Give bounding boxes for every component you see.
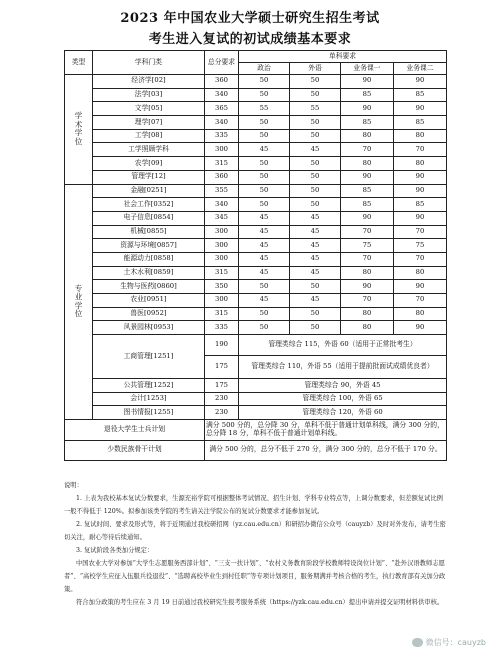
minority-plan-name: 少数民族骨干计划 — [65, 440, 205, 461]
foreign-score-cell: 45 — [290, 239, 341, 253]
course2-score-cell: 80 — [394, 157, 447, 171]
table-row — [65, 307, 447, 321]
single-requirement-note: 管理类综合 115，外语 60（适用于正常批考生） — [239, 335, 447, 356]
total-score-cell: 345 — [205, 211, 239, 225]
politics-score-cell: 50 — [239, 116, 290, 130]
politics-score-cell: 50 — [239, 88, 290, 102]
table-row — [65, 116, 447, 130]
type-academic-char: 术 — [74, 119, 83, 129]
table-row — [65, 266, 447, 280]
type-professional-char: 专 — [74, 283, 83, 293]
type-professional-char: 位 — [74, 309, 83, 319]
discipline-cell: 图书情报[1255] — [93, 406, 205, 420]
politics-score-cell: 50 — [239, 321, 290, 335]
course2-score-cell: 90 — [394, 211, 447, 225]
table-row — [65, 392, 447, 406]
foreign-score-cell: 45 — [290, 225, 341, 239]
table-row — [65, 102, 447, 116]
notes-section — [64, 479, 446, 609]
header-course2: 业务课二 — [394, 63, 447, 75]
total-score-cell: 360 — [205, 75, 239, 89]
total-score-cell: 300 — [205, 239, 239, 253]
total-score-cell: 360 — [205, 170, 239, 184]
header-discipline: 学科门类 — [93, 51, 205, 75]
course2-score-cell: 75 — [394, 239, 447, 253]
single-requirement-note: 管理类综合 100，外语 65 — [239, 392, 447, 406]
foreign-score-cell: 50 — [290, 198, 341, 212]
course2-score-cell: 80 — [394, 129, 447, 143]
course2-score-cell: 90 — [394, 280, 447, 294]
course1-score-cell: 90 — [341, 211, 394, 225]
type-professional-char: 学 — [74, 300, 83, 310]
header-type: 类型 — [65, 51, 93, 75]
foreign-score-cell: 50 — [290, 280, 341, 294]
wechat-icon — [412, 638, 423, 647]
total-score-cell: 230 — [205, 392, 239, 406]
table-row — [65, 406, 447, 420]
total-score-cell: 340 — [205, 116, 239, 130]
single-requirement-note: 管理类综合 110，外语 55（适用于提前批面试成绩优良者） — [239, 356, 447, 379]
discipline-cell: 工商管理[1251] — [93, 335, 205, 379]
header-foreign: 外语 — [290, 63, 341, 75]
course1-score-cell: 70 — [341, 225, 394, 239]
course2-score-cell: 90 — [394, 184, 447, 198]
discipline-cell: 法学[03] — [93, 88, 205, 102]
discipline-cell: 资源与环境[0857] — [93, 239, 205, 253]
header-course1: 业务课一 — [341, 63, 394, 75]
foreign-score-cell: 45 — [290, 294, 341, 308]
foreign-score-cell: 45 — [290, 211, 341, 225]
note-4: 中国农业大学对参加“大学生志愿服务西部计划”、“三支一扶计划”、“农村义务教育阶段学校教师特设岗位计划”、“赴外汉语教师志愿者”、“高校学生应征入伍服兵役退役”、“选聘高校毕业生到村任职”等专项计划项目，服务期满并考核合格的考生，执行教育部有关加分政策。 — [64, 560, 446, 593]
total-score-cell: 190 — [205, 335, 239, 356]
table-row — [65, 252, 447, 266]
table-row — [65, 143, 447, 157]
table-row — [65, 294, 447, 308]
table-row — [65, 157, 447, 171]
table-row — [65, 239, 447, 253]
course1-score-cell: 70 — [341, 294, 394, 308]
course2-score-cell: 90 — [394, 75, 447, 89]
note-1: 1. 上表为我校基本复试分数要求，生源充裕学院可根据整体考试情况、招生计划、学科专业特点等，上调分数要求，但差额复试比例一般不得低于 120%。拟参加该类学院的考生请关注学院公布的复试分数要求才能参加复试。 — [64, 495, 443, 515]
wechat-watermark — [412, 637, 486, 648]
course2-score-cell: 85 — [394, 88, 447, 102]
course2-score-cell: 90 — [394, 321, 447, 335]
politics-score-cell: 45 — [239, 252, 290, 266]
politics-score-cell: 50 — [239, 184, 290, 198]
type-academic — [65, 75, 93, 185]
total-score-cell: 365 — [205, 102, 239, 116]
politics-score-cell: 50 — [239, 198, 290, 212]
total-score-cell: 300 — [205, 143, 239, 157]
table-row — [65, 420, 447, 441]
foreign-score-cell: 55 — [290, 102, 341, 116]
course1-score-cell: 80 — [341, 321, 394, 335]
politics-score-cell: 45 — [239, 143, 290, 157]
veteran-plan-note: 满分 500 分的，总分降 30 分，单科不低于普通计划单科线，满分 300 分的，总分降 18 分，单科不低于普通计划单科线。 — [205, 420, 447, 441]
total-score-cell: 300 — [205, 252, 239, 266]
politics-score-cell: 45 — [239, 266, 290, 280]
header-total: 总分要求 — [205, 51, 239, 75]
course1-score-cell: 70 — [341, 143, 394, 157]
total-score-cell: 340 — [205, 88, 239, 102]
note-3: 3. 复试阶段各类加分规定： — [76, 547, 154, 554]
discipline-cell: 管理学[12] — [93, 170, 205, 184]
discipline-cell: 工学照顾学科 — [93, 143, 205, 157]
course1-score-cell: 90 — [341, 75, 394, 89]
table-row — [65, 379, 447, 393]
discipline-cell: 兽医[0952] — [93, 307, 205, 321]
table-row — [65, 321, 447, 335]
politics-score-cell: 45 — [239, 211, 290, 225]
table-row — [65, 129, 447, 143]
course1-score-cell: 90 — [341, 280, 394, 294]
total-score-cell: 335 — [205, 321, 239, 335]
discipline-cell: 土木水利[0859] — [93, 266, 205, 280]
watermark-text: 微信号：cauyzb — [425, 638, 486, 647]
politics-score-cell: 50 — [239, 307, 290, 321]
course2-score-cell: 80 — [394, 307, 447, 321]
discipline-cell: 会计[1253] — [93, 392, 205, 406]
course2-score-cell: 70 — [394, 143, 447, 157]
course2-score-cell: 70 — [394, 294, 447, 308]
course1-score-cell: 85 — [341, 198, 394, 212]
total-score-cell: 230 — [205, 406, 239, 420]
foreign-score-cell: 50 — [290, 184, 341, 198]
course1-score-cell: 80 — [341, 266, 394, 280]
foreign-score-cell: 50 — [290, 307, 341, 321]
table-row — [65, 335, 447, 356]
course2-score-cell: 90 — [394, 170, 447, 184]
total-score-cell: 315 — [205, 307, 239, 321]
politics-score-cell: 45 — [239, 225, 290, 239]
course1-score-cell: 85 — [341, 116, 394, 130]
header-politics: 政治 — [239, 63, 290, 75]
discipline-cell: 电子信息[0854] — [93, 211, 205, 225]
course1-score-cell: 85 — [341, 184, 394, 198]
table-row — [65, 184, 447, 198]
table-row — [65, 440, 447, 461]
course1-score-cell: 80 — [341, 157, 394, 171]
politics-score-cell: 55 — [239, 102, 290, 116]
course2-score-cell: 80 — [394, 266, 447, 280]
course1-score-cell: 70 — [341, 252, 394, 266]
score-requirements-table — [64, 50, 447, 461]
discipline-cell: 社会工作[0352] — [93, 198, 205, 212]
foreign-score-cell: 50 — [290, 129, 341, 143]
table-row — [65, 75, 447, 89]
note-2: 2. 复试时间、要求及形式等，将于近期通过我校研招网（yz.cau.edu.cn）和研招办微信公众号（cauyzb）及时对外发布，请考生密切关注，耐心等待后续通知。 — [64, 521, 446, 541]
total-score-cell: 340 — [205, 198, 239, 212]
discipline-cell: 农学[09] — [93, 157, 205, 171]
politics-score-cell: 50 — [239, 129, 290, 143]
politics-score-cell: 45 — [239, 239, 290, 253]
minority-plan-note: 满分 500 分的，总分不低于 270 分，满分 300 分的，总分不低于 170 分。 — [205, 440, 447, 461]
course2-score-cell: 70 — [394, 252, 447, 266]
table-header-row — [65, 51, 447, 63]
politics-score-cell: 50 — [239, 157, 290, 171]
course1-score-cell: 85 — [341, 88, 394, 102]
discipline-cell: 生物与医药[0860] — [93, 280, 205, 294]
discipline-cell: 理学[07] — [93, 116, 205, 130]
total-score-cell: 335 — [205, 129, 239, 143]
special-plan-rows — [65, 420, 447, 461]
total-score-cell: 175 — [205, 356, 239, 379]
professional-rows — [65, 184, 447, 420]
foreign-score-cell: 50 — [290, 88, 341, 102]
course2-score-cell: 85 — [394, 198, 447, 212]
discipline-cell: 能源动力[0858] — [93, 252, 205, 266]
foreign-score-cell: 45 — [290, 143, 341, 157]
total-score-cell: 350 — [205, 280, 239, 294]
politics-score-cell: 45 — [239, 294, 290, 308]
discipline-cell: 金融[0251] — [93, 184, 205, 198]
table-row — [65, 280, 447, 294]
discipline-cell: 公共管理[1252] — [93, 379, 205, 393]
type-academic-char: 学 — [74, 128, 83, 138]
politics-score-cell: 50 — [239, 170, 290, 184]
document-title: 2023 年中国农业大学硕士研究生招生考试 — [120, 11, 380, 26]
table-row — [65, 225, 447, 239]
academic-rows — [65, 75, 447, 185]
discipline-cell: 工学[08] — [93, 129, 205, 143]
course1-score-cell: 80 — [341, 129, 394, 143]
single-requirement-note: 管理类综合 120，外语 60 — [239, 406, 447, 420]
total-score-cell: 300 — [205, 225, 239, 239]
notes-heading: 说明： — [64, 482, 83, 489]
total-score-cell: 175 — [205, 379, 239, 393]
single-requirement-note: 管理类综合 90，外语 45 — [239, 379, 447, 393]
document-subtitle: 考生进入复试的初试成绩基本要求 — [148, 32, 352, 47]
politics-score-cell: 50 — [239, 280, 290, 294]
note-5: 符合加分政策的考生应在 3 月 19 日前通过我校研究生报考服务系统（https://yzk.cau.edu.cn）提出申请并提交证明材料供审核。 — [76, 599, 444, 606]
foreign-score-cell: 45 — [290, 266, 341, 280]
type-academic-char: 学 — [74, 111, 83, 120]
foreign-score-cell: 50 — [290, 157, 341, 171]
course1-score-cell: 90 — [341, 170, 394, 184]
type-academic-char: 位 — [74, 136, 83, 146]
course1-score-cell: 75 — [341, 239, 394, 253]
total-score-cell: 315 — [205, 157, 239, 171]
course2-score-cell: 85 — [394, 116, 447, 130]
foreign-score-cell: 50 — [290, 170, 341, 184]
course1-score-cell: 80 — [341, 307, 394, 321]
total-score-cell: 300 — [205, 294, 239, 308]
table-row — [65, 211, 447, 225]
table-row — [65, 170, 447, 184]
discipline-cell: 机械[0855] — [93, 225, 205, 239]
politics-score-cell: 50 — [239, 75, 290, 89]
course2-score-cell: 90 — [394, 102, 447, 116]
table-row — [65, 88, 447, 102]
discipline-cell: 经济学[02] — [93, 75, 205, 89]
course1-score-cell: 90 — [341, 102, 394, 116]
discipline-cell: 风景园林[0953] — [93, 321, 205, 335]
type-professional — [65, 184, 93, 420]
foreign-score-cell: 45 — [290, 252, 341, 266]
foreign-score-cell: 50 — [290, 321, 341, 335]
total-score-cell: 355 — [205, 184, 239, 198]
table-row — [65, 198, 447, 212]
total-score-cell: 315 — [205, 266, 239, 280]
foreign-score-cell: 50 — [290, 116, 341, 130]
type-professional-char: 业 — [74, 292, 83, 302]
discipline-cell: 文学[05] — [93, 102, 205, 116]
foreign-score-cell: 50 — [290, 75, 341, 89]
header-single: 单科要求 — [239, 51, 447, 63]
veteran-plan-name: 退役大学生士兵计划 — [65, 420, 205, 441]
discipline-cell: 农业[0951] — [93, 294, 205, 308]
course2-score-cell: 70 — [394, 225, 447, 239]
